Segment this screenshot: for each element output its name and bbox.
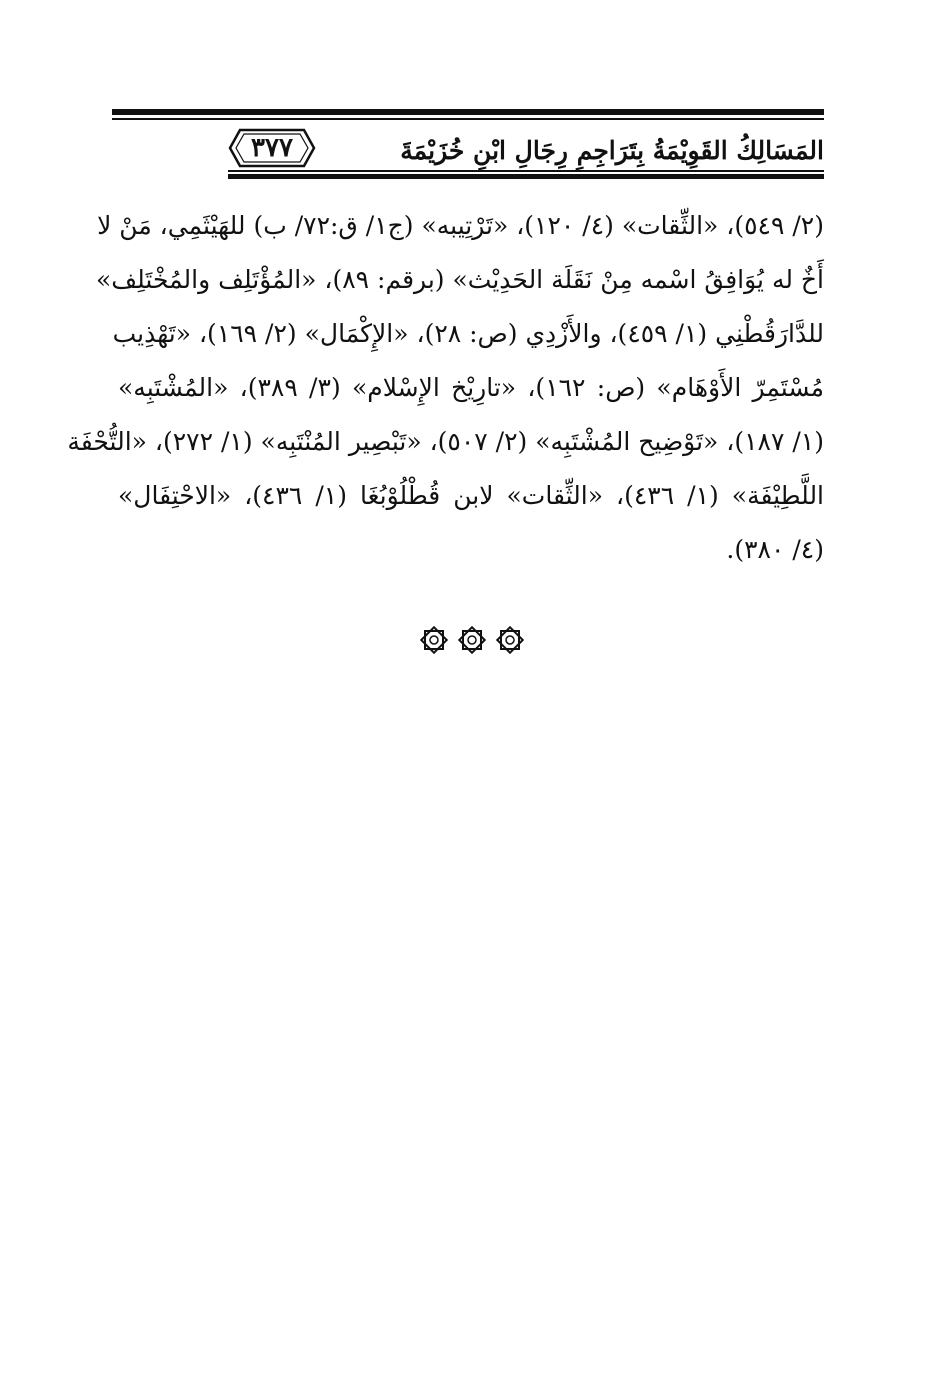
running-title: المَسَالِكُ القَوِيْمَةُ بِتَرَاجِمِ رِجَالِ ابْنِ خُزَيْمَةَ: [400, 136, 824, 165]
footnote-text-block: [67, 205, 825, 583]
header-bottom-rule: [228, 170, 824, 180]
text-line: اللَّطِيْفَة» (١/ ٤٣٦)، «الثِّقات» لابن قُطْلُوْبُغَا (١/ ٤٣٦)، «الاحْتِفَال»: [118, 481, 825, 510]
octagram-star-icon: [418, 624, 450, 656]
page-header: [112, 104, 824, 184]
section-end-ornament: [418, 624, 526, 656]
octagram-star-icon: [494, 624, 526, 656]
text-line: مُسْتَمِرّ الأَوْهَام» (ص: ١٦٢)، «تارِيْخ الإِسْلام» (٣/ ٣٨٩)، «المُشْتَبِه»: [118, 373, 825, 402]
text-line: للدَّارَقُطْنِي (١/ ٤٥٩)، والأَزْدِي (ص: ٢٨)، «الإِكْمَال» (٢/ ١٦٩)، «تَهْذِيب: [112, 319, 824, 348]
page-number-badge: [228, 126, 316, 170]
text-line: (١/ ١٨٧)، «تَوْضِيح المُشْتَبِه» (٢/ ٥٠٧)، «تَبْصِير المُنْتَبِه» (١/ ٢٧٢)، «التُّحْفَة: [67, 427, 824, 456]
text-line: (٤/ ٣٨٠).: [726, 535, 824, 564]
header-top-rule: [112, 104, 824, 120]
text-line: (٢/ ٥٤٩)، «الثِّقات» (٤/ ١٢٠)، «تَرْتِيبه» (ج١/ ق:٧٢/ ب) للهَيْثَمِي، مَنْ لا: [97, 211, 824, 240]
page-number: ٣٧٧: [251, 133, 293, 163]
octagram-star-icon: [456, 624, 488, 656]
text-line: أَخٌ له يُوَافِقُ اسْمه مِنْ نَقَلَة الحَدِيْث» (برقم: ٨٩)، «المُؤْتَلِف والمُخْتَلِف»: [95, 265, 824, 294]
